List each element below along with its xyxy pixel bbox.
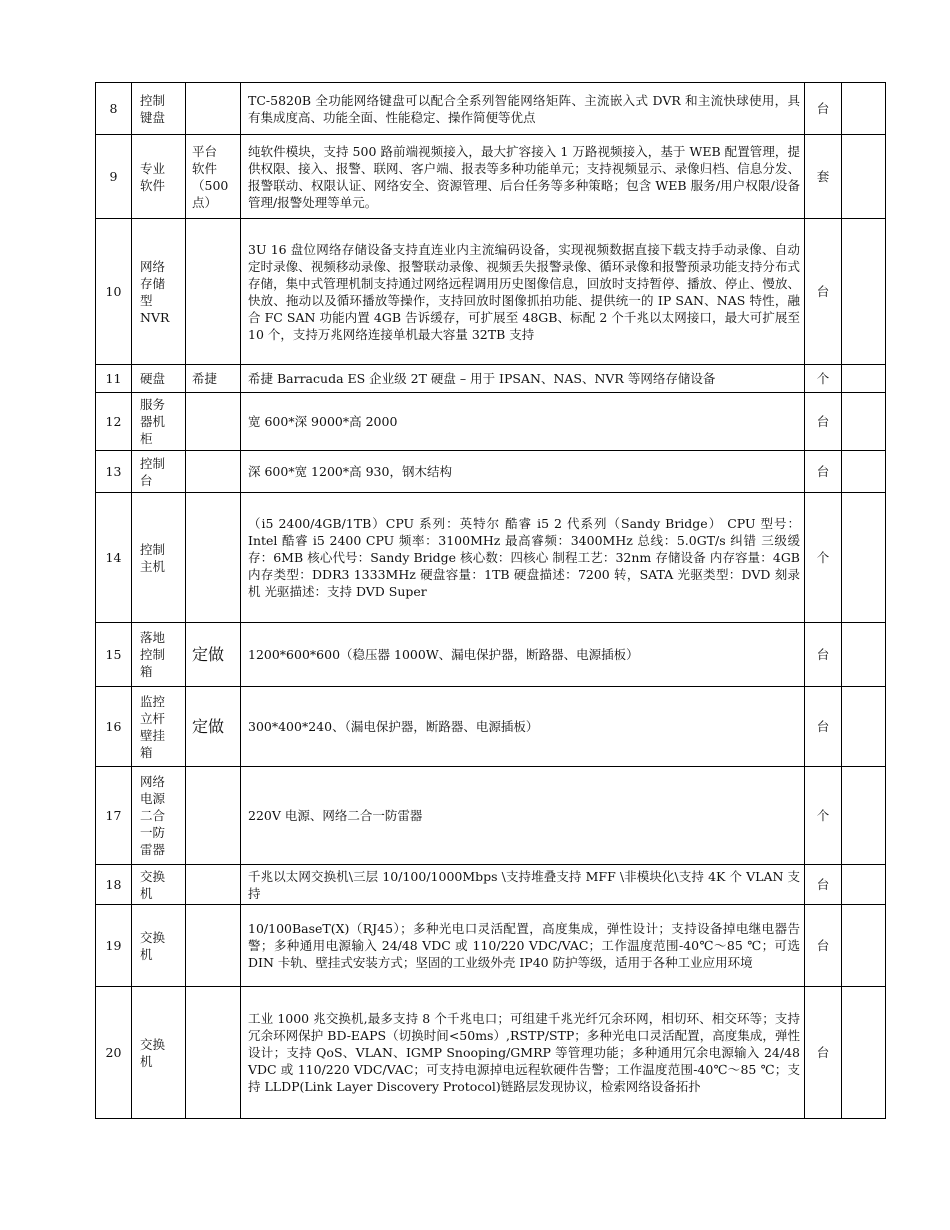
blank-cell bbox=[842, 687, 886, 767]
item-name-cell: 网络 电源 二合 一防 雷器 bbox=[132, 767, 186, 865]
unit-cell: 台 bbox=[805, 687, 842, 767]
unit-cell: 台 bbox=[805, 623, 842, 687]
brand-cell bbox=[186, 865, 241, 905]
unit-cell: 个 bbox=[805, 767, 842, 865]
blank-cell bbox=[842, 905, 886, 987]
equipment-table bbox=[95, 82, 886, 1119]
unit-cell: 台 bbox=[805, 83, 842, 135]
row-number-cell: 14 bbox=[96, 493, 132, 623]
spec-cell: 工业 1000 兆交换机,最多支持 8 个千兆电口；可组建千兆光纤冗余环网，相切环、相交环等；支持冗余环网保护 BD-EAPS（切换时间<50ms）,RSTP/STP；多种光电口灵活配置，高度集成，弹性设计；支持 QoS、VLAN、IGMP Snooping/GMRP 等管理功能；多种通用冗余电源输入 24/48 VDC 或 110/220 VDC/VAC；可支持电源掉电远程软硬件告警；工作温度范围-40℃～85 ℃；支持 LLDP(Link Layer Discovery Protocol)链路层发现协议，检索网络设备拓扑 bbox=[241, 987, 805, 1119]
blank-cell bbox=[842, 987, 886, 1119]
unit-cell: 台 bbox=[805, 393, 842, 451]
spec-cell: 希捷 Barracuda ES 企业级 2T 硬盘 – 用于 IPSAN、NAS、NVR 等网络存储设备 bbox=[241, 365, 805, 393]
row-number-cell: 19 bbox=[96, 905, 132, 987]
spec-cell: （i5 2400/4GB/1TB）CPU 系列：英特尔 酷睿 i5 2 代系列（Sandy Bridge） CPU 型号：Intel 酷睿 i5 2400 CPU 频率：3100MHz 最高睿频：3400MHz 总线：5.0GT/s 纠错 三级缓存：6MB 核心代号：Sandy Bridge 核心数：四核心 制程工艺：32nm 存储设备 内存容量：4GB 内存类型：DDR3 1333MHz 硬盘容量：1TB 硬盘描述：7200 转，SATA 光驱类型：DVD 刻录机 光驱描述：支持 DVD Super bbox=[241, 493, 805, 623]
table-row bbox=[96, 451, 886, 493]
table-row bbox=[96, 905, 886, 987]
brand-cell: 定做 bbox=[186, 623, 241, 687]
item-name-cell: 交换 机 bbox=[132, 905, 186, 987]
spec-cell: 10/100BaseT(X)（RJ45）；多种光电口灵活配置，高度集成，弹性设计；支持设备掉电继电器告警；多种通用电源输入 24/48 VDC 或 110/220 VDC/VAC；工作温度范围-40℃～85 ℃；可选 DIN 卡轨、壁挂式安装方式；坚固的工业级外壳 IP40 防护等级，适用于各种工业应用环境 bbox=[241, 905, 805, 987]
item-name-cell: 专业 软件 bbox=[132, 135, 186, 219]
equipment-table-body bbox=[96, 83, 886, 1119]
brand-cell: 希捷 bbox=[186, 365, 241, 393]
row-number-cell: 13 bbox=[96, 451, 132, 493]
brand-cell bbox=[186, 83, 241, 135]
spec-cell: 220V 电源、网络二合一防雷器 bbox=[241, 767, 805, 865]
table-row bbox=[96, 987, 886, 1119]
table-row bbox=[96, 493, 886, 623]
item-name-cell: 服务 器机 柜 bbox=[132, 393, 186, 451]
spec-cell: 3U 16 盘位网络存储设备支持直连业内主流编码设备，实现视频数据直接下载支持手动录像、自动定时录像、视频移动录像、报警联动录像、视频丢失报警录像、循环录像和报警预录功能支持分布式存储，集中式管理机制支持通过网络远程调用历史图像信息，回放时支持暂停、播放、停止、慢放、快放、拖动以及循环播放等操作，支持回放时图像抓拍功能、提供统一的 IP SAN、NAS 特性，融合 FC SAN 功能内置 4GB 告诉缓存，可扩展至 48GB、标配 2 个千兆以太网接口，最大可扩展至 10 个，支持万兆网络连接单机最大容量 32TB 支持 bbox=[241, 219, 805, 365]
item-name-cell: 硬盘 bbox=[132, 365, 186, 393]
blank-cell bbox=[842, 393, 886, 451]
table-row bbox=[96, 83, 886, 135]
table-row bbox=[96, 767, 886, 865]
unit-cell: 台 bbox=[805, 451, 842, 493]
unit-cell: 个 bbox=[805, 493, 842, 623]
blank-cell bbox=[842, 493, 886, 623]
blank-cell bbox=[842, 623, 886, 687]
unit-cell: 台 bbox=[805, 905, 842, 987]
blank-cell bbox=[842, 219, 886, 365]
blank-cell bbox=[842, 83, 886, 135]
item-name-cell: 交换 机 bbox=[132, 987, 186, 1119]
blank-cell bbox=[842, 135, 886, 219]
spec-cell: 1200*600*600（稳压器 1000W、漏电保护器，断路器、电源插板） bbox=[241, 623, 805, 687]
unit-cell: 台 bbox=[805, 987, 842, 1119]
brand-cell bbox=[186, 493, 241, 623]
row-number-cell: 12 bbox=[96, 393, 132, 451]
blank-cell bbox=[842, 451, 886, 493]
row-number-cell: 10 bbox=[96, 219, 132, 365]
item-name-cell: 网络 存储 型 NVR bbox=[132, 219, 186, 365]
brand-cell bbox=[186, 393, 241, 451]
blank-cell bbox=[842, 865, 886, 905]
spec-cell: TC-5820B 全功能网络键盘可以配合全系列智能网络矩阵、主流嵌入式 DVR 和主流快球使用，具有集成度高、功能全面、性能稳定、操作简便等优点 bbox=[241, 83, 805, 135]
spec-cell: 深 600*宽 1200*高 930，钢木结构 bbox=[241, 451, 805, 493]
spec-cell: 300*400*240、（漏电保护器，断路器、电源插板） bbox=[241, 687, 805, 767]
item-name-cell: 控制 台 bbox=[132, 451, 186, 493]
brand-cell bbox=[186, 767, 241, 865]
row-number-cell: 18 bbox=[96, 865, 132, 905]
spec-cell: 纯软件模块，支持 500 路前端视频接入，最大扩容接入 1 万路视频接入，基于 WEB 配置管理，提供权限、接入、报警、联网、客户端、报表等多种功能单元；支持视频显示、录像归档、信息分发、报警联动、权限认证、网络安全、资源管理、后台任务等多种策略；包含 WEB 服务/用户权限/设备管理/报警处理等单元。 bbox=[241, 135, 805, 219]
item-name-cell: 控制 主机 bbox=[132, 493, 186, 623]
row-number-cell: 20 bbox=[96, 987, 132, 1119]
row-number-cell: 17 bbox=[96, 767, 132, 865]
row-number-cell: 15 bbox=[96, 623, 132, 687]
row-number-cell: 8 bbox=[96, 83, 132, 135]
table-row bbox=[96, 365, 886, 393]
row-number-cell: 11 bbox=[96, 365, 132, 393]
brand-cell: 定做 bbox=[186, 687, 241, 767]
unit-cell: 个 bbox=[805, 365, 842, 393]
brand-cell bbox=[186, 987, 241, 1119]
table-row bbox=[96, 623, 886, 687]
table-row bbox=[96, 135, 886, 219]
brand-cell bbox=[186, 905, 241, 987]
unit-cell: 台 bbox=[805, 865, 842, 905]
table-row bbox=[96, 393, 886, 451]
brand-cell bbox=[186, 219, 241, 365]
item-name-cell: 交换 机 bbox=[132, 865, 186, 905]
brand-cell: 平台 软件 （500 点） bbox=[186, 135, 241, 219]
blank-cell bbox=[842, 767, 886, 865]
blank-cell bbox=[842, 365, 886, 393]
spec-cell: 宽 600*深 9000*高 2000 bbox=[241, 393, 805, 451]
spec-cell: 千兆以太网交换机\三层 10/100/1000Mbps \支持堆叠支持 MFF \非模块化\支持 4K 个 VLAN 支持 bbox=[241, 865, 805, 905]
brand-cell bbox=[186, 451, 241, 493]
unit-cell: 套 bbox=[805, 135, 842, 219]
table-row bbox=[96, 865, 886, 905]
unit-cell: 台 bbox=[805, 219, 842, 365]
table-row bbox=[96, 219, 886, 365]
item-name-cell: 监控 立杆 壁挂 箱 bbox=[132, 687, 186, 767]
item-name-cell: 落地 控制 箱 bbox=[132, 623, 186, 687]
row-number-cell: 16 bbox=[96, 687, 132, 767]
item-name-cell: 控制 键盘 bbox=[132, 83, 186, 135]
row-number-cell: 9 bbox=[96, 135, 132, 219]
table-row bbox=[96, 687, 886, 767]
